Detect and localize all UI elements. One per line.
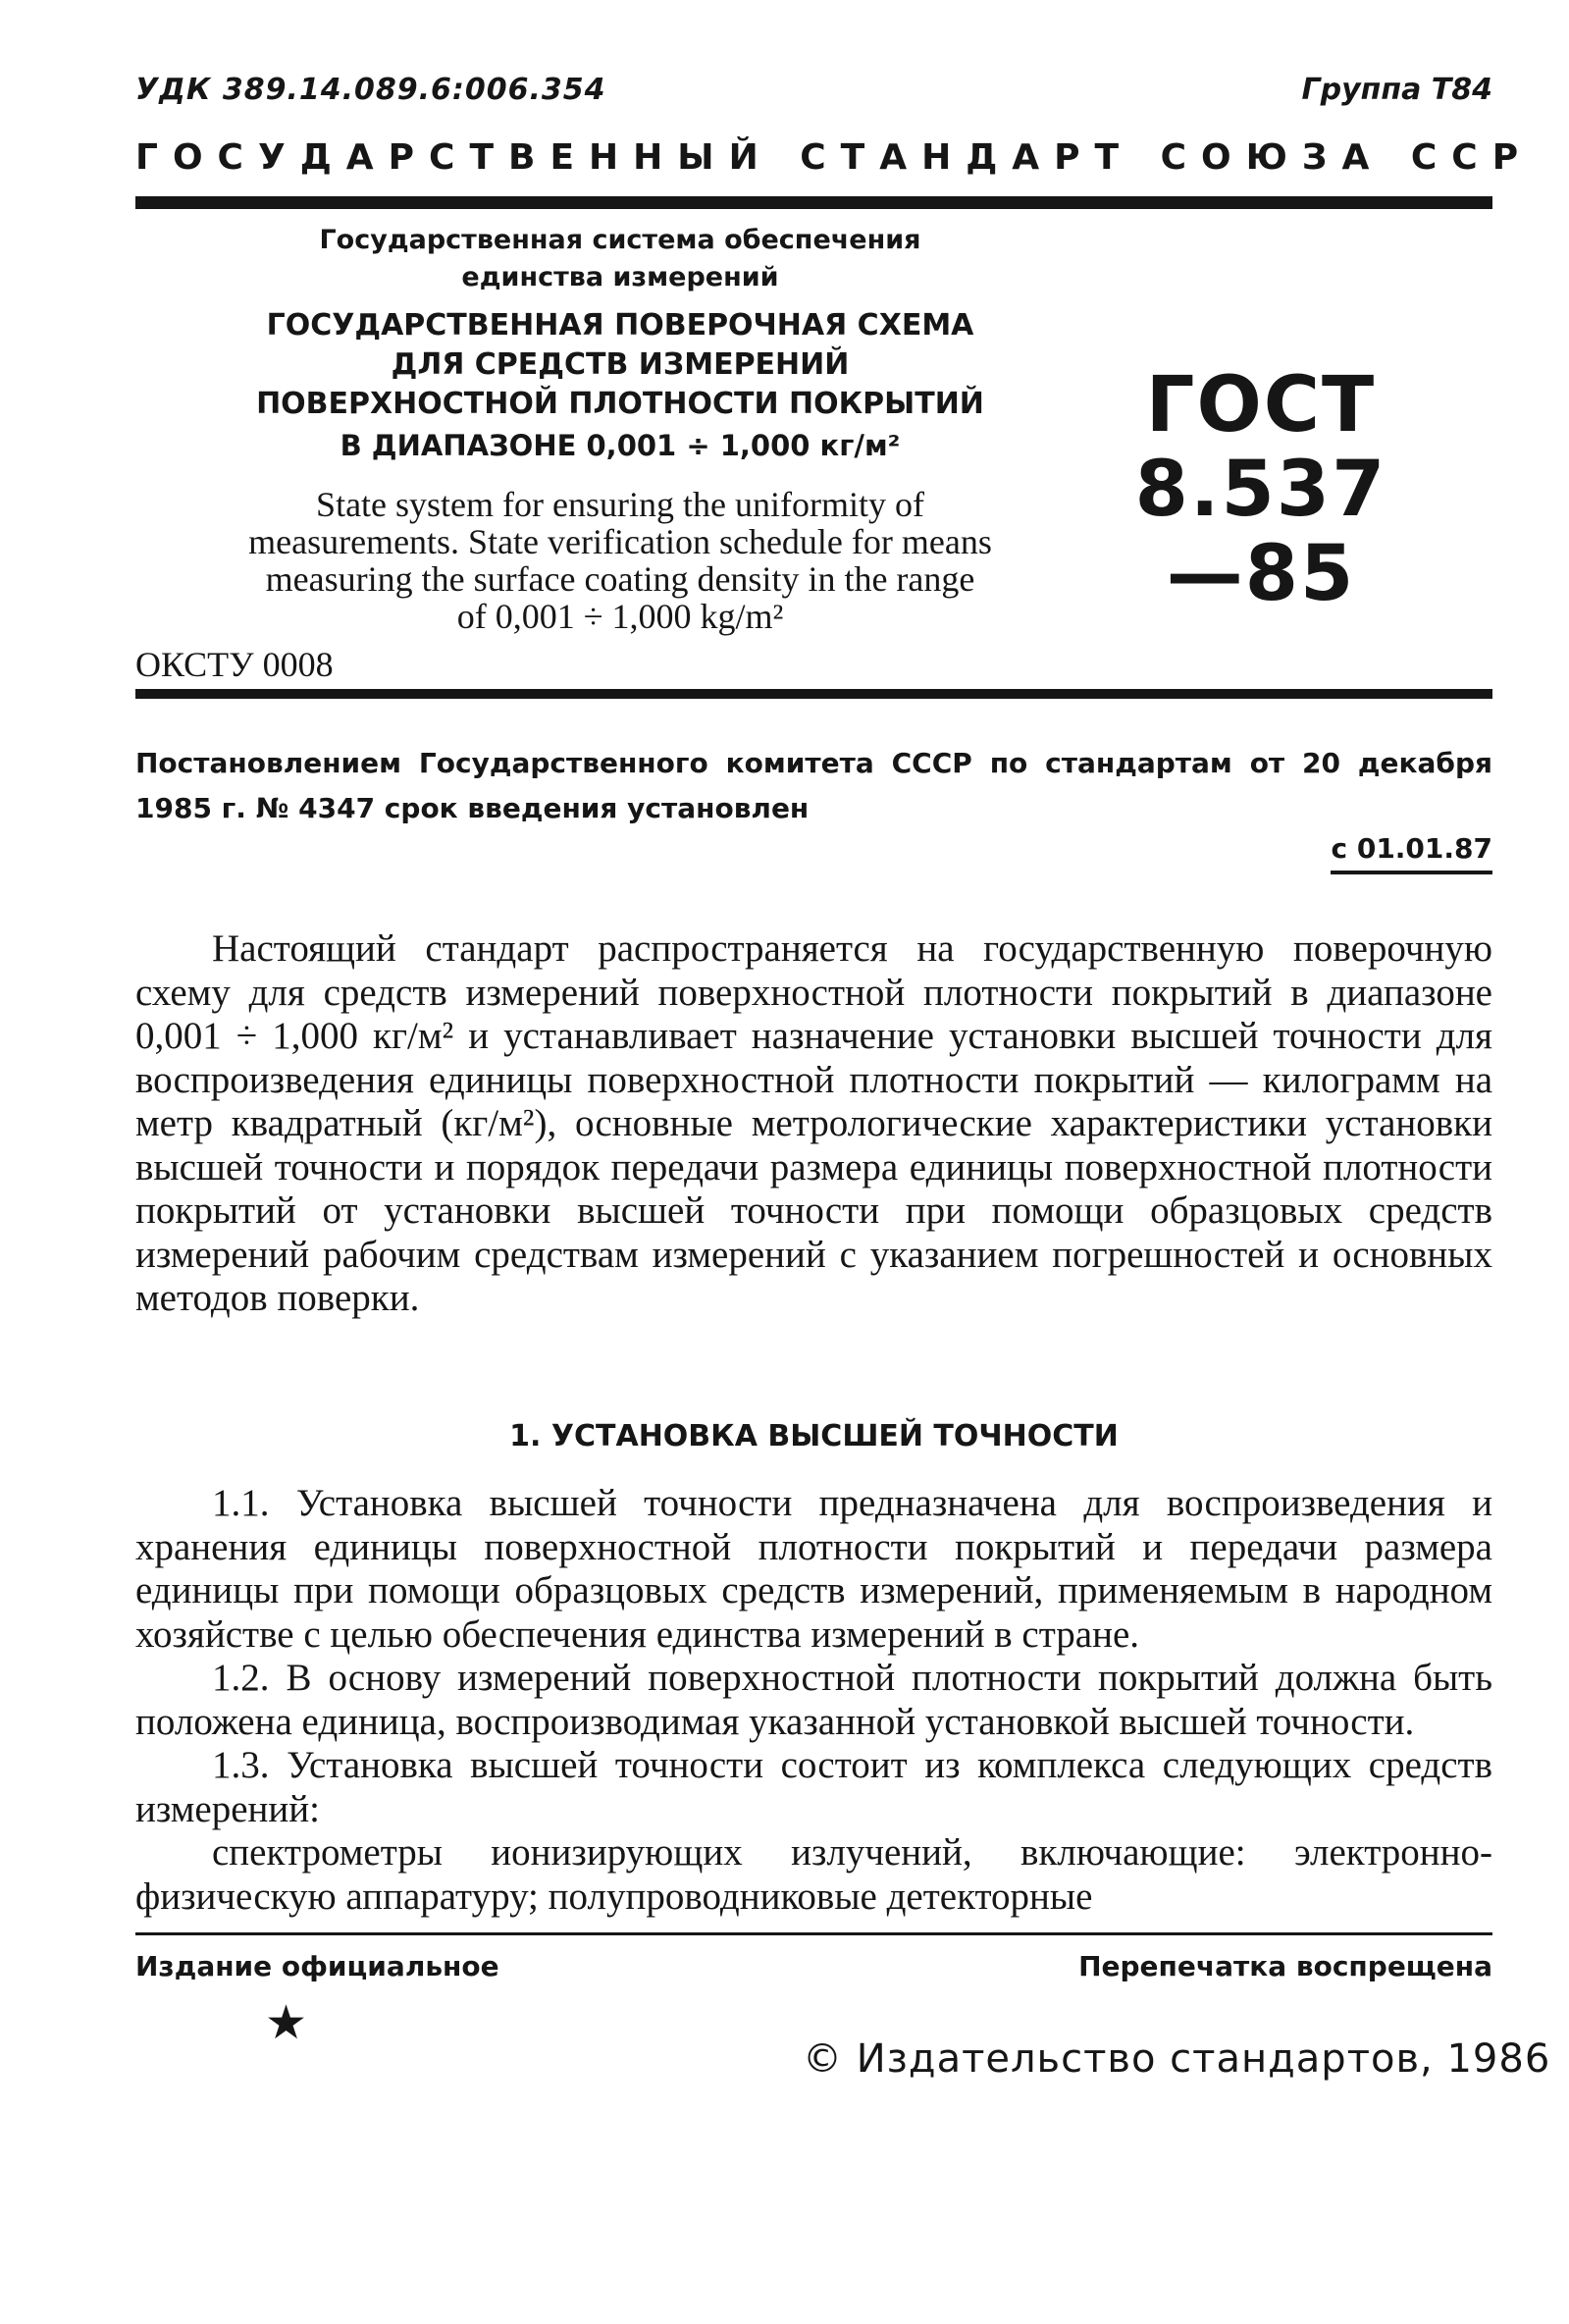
paragraph-1-1: 1.1. Установка высшей точности предназначена для воспроизведения и хранения единицы поверхностной плотности покрытий и передачи размера единицы при помощи образцовых средств измерений, применяемым в народном хозяйстве с целью обеспечения единства измерений в стране. xyxy=(135,1482,1492,1656)
footer-rule xyxy=(135,1932,1492,1935)
paragraph-list-item: спектрометры ионизирующих излучений, включающие: электронно-физическую аппаратуру; полупроводниковые детекторные xyxy=(135,1831,1492,1918)
okstu-code: ОКСТУ 0008 xyxy=(135,645,334,684)
system-line-1: Государственная система обеспечения xyxy=(319,225,921,255)
title-line-2: ДЛЯ СРЕДСТВ ИЗМЕРЕНИЙ xyxy=(391,347,850,382)
header-rule xyxy=(135,196,1492,209)
document-title xyxy=(173,306,1068,424)
group-code: Группа Т84 xyxy=(1301,73,1492,107)
intro-text: Настоящий стандарт распространяется на государственную поверочную схему для средств измерений поверхностной плотности покрытий в диапазоне 0,001 ÷ 1,000 кг/м² и устанавливает назначение установки высшей точности для воспроизведения единицы поверхностной плотности покрытий — килограмм на метр квадратный (кг/м²), основные метрологические характеристики установки высшей точности и порядок передачи размера единицы поверхностной плотности покрытий от установки высшей точности при помощи образцовых средств измерений рабочим средствам измерений с указанием погрешностей и основных методов поверки. xyxy=(135,927,1492,1319)
intro-paragraph xyxy=(135,927,1492,1321)
publisher-line: © Издательство стандартов, 1986 xyxy=(803,2036,1551,2082)
paragraph-1-2: 1.2. В основу измерений поверхностной плотности покрытий должна быть положена единица, воспроизводимая указанной установкой высшей точности. xyxy=(135,1657,1492,1743)
english-line-3: measuring the surface coating density in the range xyxy=(265,559,975,599)
title-line-1: ГОСУДАРСТВЕННАЯ ПОВЕРОЧНАЯ СХЕМА xyxy=(266,308,974,343)
star-icon: ★ xyxy=(265,1995,308,2050)
system-title xyxy=(173,222,1068,296)
decree-text: Постановлением Государственного комитета СССР по стандартам от 20 декабря 1985 г. № 4347 срок введения установлен xyxy=(135,747,1492,824)
gost-label: ГОСТ xyxy=(1145,361,1377,449)
section-1-body xyxy=(135,1482,1492,1919)
section-1-heading: 1. УСТАНОВКА ВЫСШЕЙ ТОЧНОСТИ xyxy=(509,1419,1119,1453)
system-line-2: единства измерений xyxy=(461,262,779,292)
gost-designation xyxy=(1099,363,1423,616)
udk-code: УДК 389.14.089.6:006.354 xyxy=(135,73,606,107)
english-line-4: of 0,001 ÷ 1,000 kg/m² xyxy=(456,597,784,636)
english-line-1: State system for ensuring the uniformity of xyxy=(316,485,924,524)
title-rule xyxy=(135,689,1492,699)
reprint-note: Перепечатка воспрещена xyxy=(1078,1950,1492,1982)
paragraph-1-3: 1.3. Установка высшей точности состоит из комплекса следующих средств измерений: xyxy=(135,1744,1492,1830)
gost-number: 8.537—85 xyxy=(1134,446,1387,618)
title-line-3: ПОВЕРХНОСТНОЙ ПЛОТНОСТИ ПОКРЫТИЙ xyxy=(256,387,984,421)
english-line-2: measurements. State verification schedule for means xyxy=(248,522,992,561)
edition-note: Издание официальное xyxy=(135,1950,499,1982)
english-title xyxy=(173,486,1068,635)
standard-banner: ГОСУДАРСТВЕННЫЙ СТАНДАРТ СОЮЗА ССР xyxy=(135,137,1534,178)
effective-date: с 01.01.87 xyxy=(1331,832,1492,874)
range-line: В ДИАПАЗОНЕ 0,001 ÷ 1,000 кг/м² xyxy=(340,429,901,462)
